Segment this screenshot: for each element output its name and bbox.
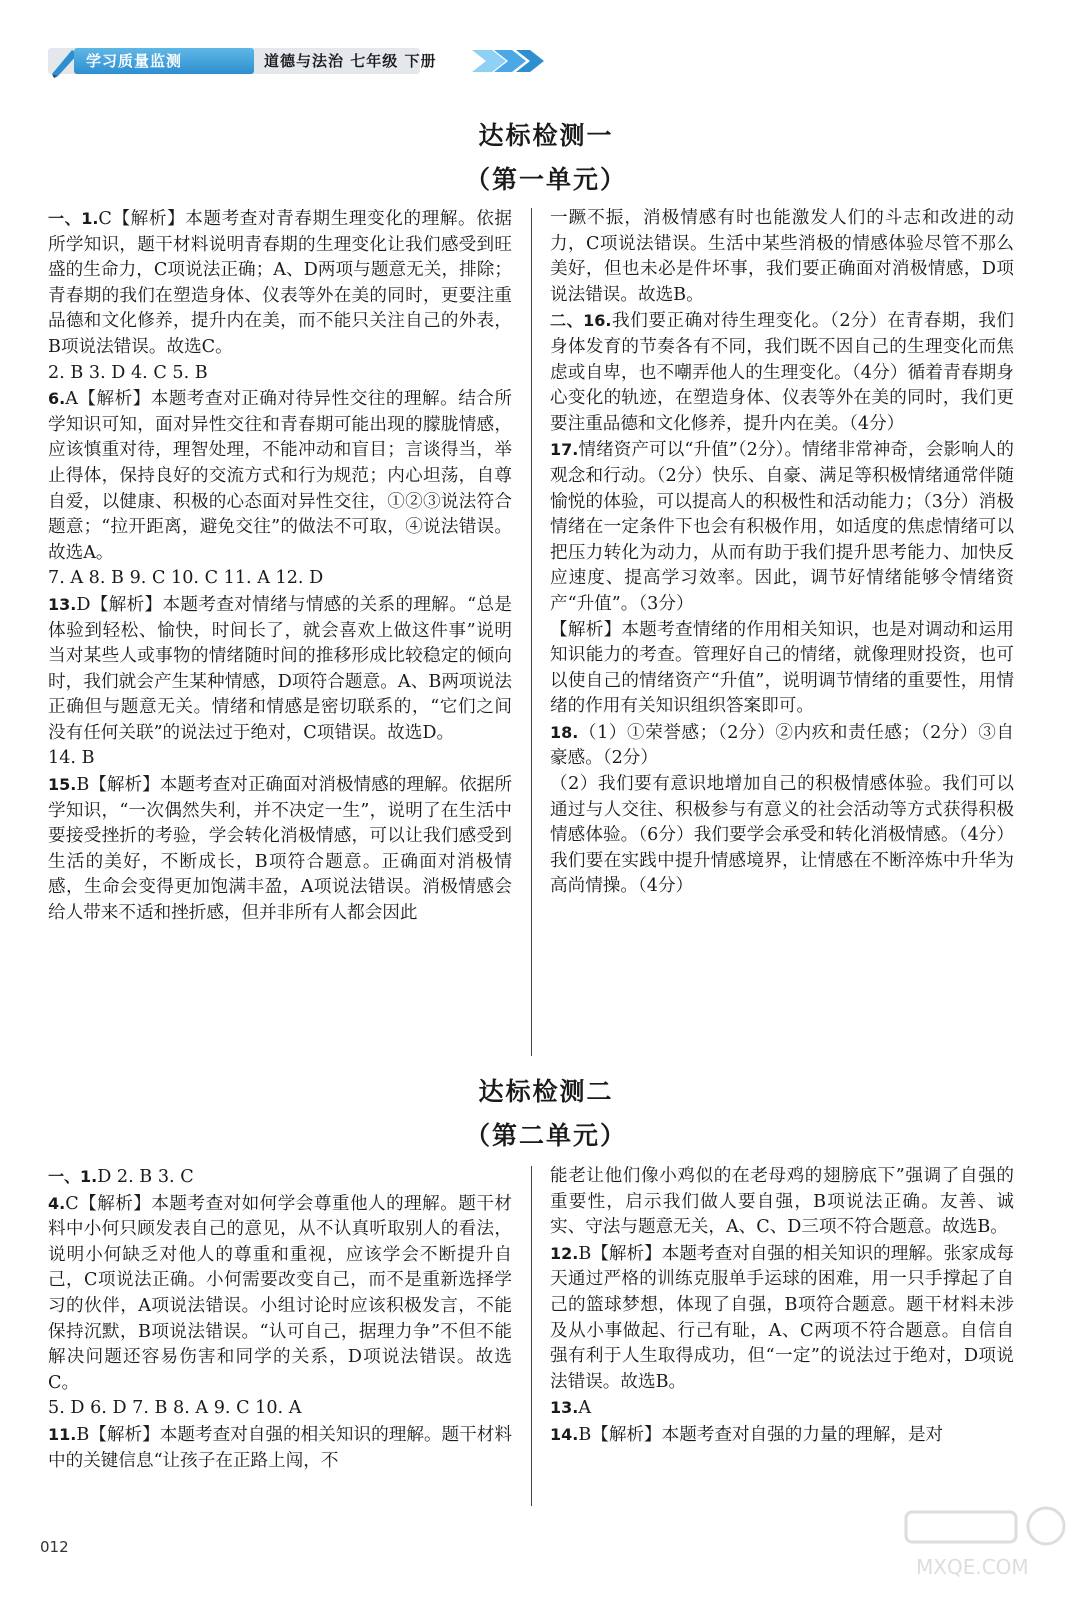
column-divider [531, 208, 532, 1056]
answer-item [48, 386, 512, 566]
section2-title: 达标检测二 [478, 1077, 614, 1106]
answer-item [48, 1396, 512, 1422]
section1-title: 达标检测一 [478, 121, 614, 150]
answer-item [48, 1422, 512, 1474]
answer-text: B【解析】本题考查对正确面对消极情感的理解。依据所学知识，“一次偶然失利，并不决定一生”，说明了在生活中要接受挫折的考验，学会转化消极情感，可以让我们感受到生活的美好，不断成长，B项符合题意。正确面对消极情感，生命会变得更加饱满丰盈，A项说法错误。消极情感会给人带来不适和挫折感，但并非所有人都会因此 [48, 775, 512, 924]
answer-item [550, 720, 1014, 772]
question-number: 13. [48, 594, 77, 614]
answer-text: C【解析】本题考查对如何学会尊重他人的理解。题干材料中小何只顾发表自己的意见，从不认真听取别人的看法，说明小何缺乏对他人的尊重和重视，应该学会不断提升自己，C项说法正确。小何需要改变自己，而不是重新选择学习的伙伴，A项说法错误。小组讨论时应该积极发言，不能保持沉默，B项说法错误。“认可自己，据理力争”不但不能解决问题还容易伤害和同学的关系，D项说法错误。故选C。 [48, 1193, 512, 1393]
answer-text: C【解析】本题考查对青春期生理变化的理解。依据所学知识，题干材料说明青春期的生理变化让我们感受到旺盛的生命力，C项说法正确；A、D两项与题意无关，排除；青春期的我们在塑造身体、仪表等外在美的同时，更要注重品德和文化修养，提升内在美，而不能只关注自己的外表，B项说法错误。故选C。 [48, 209, 512, 357]
answer-text: A [578, 1398, 592, 1419]
answer-text: 情绪资产可以“升值”（2分）。情绪非常神奇，会影响人的观念和行动。（2分）快乐、自豪、满足等积极情绪通常伴随愉悦的体验，可以提高人的积极性和活动能力；（3分）消极情绪在一定条件下也会有积极作用，如适度的焦虑情绪可以把压力转化为动力，从而有助于我们提升思考能力、加快反应速度、提高学习效率。因此，调节好情绪能够令情绪资产“升值”。（3分） [550, 440, 1014, 614]
section2-right-column [550, 1164, 1014, 1449]
answer-item [550, 1164, 1014, 1241]
question-number: 11. [48, 1424, 77, 1444]
section1-unit: （第一单元） [464, 165, 627, 194]
header-subject: 道德与法治 七年级 下册 [264, 52, 437, 70]
answer-text: B【解析】本题考查对自强的相关知识的理解。题干材料中的关键信息“让孩子在正路上闯，不 [48, 1424, 512, 1471]
watermark-logo [896, 1504, 1066, 1584]
answer-text: 能老让他们像小鸡似的在老母鸡的翅膀底下”强调了自强的重要性，启示我们做人要自强，B项说法正确。友善、诚实、守法与题意无关，A、C、D三项不符合题意。故选B。 [550, 1166, 1014, 1238]
question-number: 15. [48, 775, 77, 795]
answer-item [550, 1422, 1014, 1449]
answer-text: 2. B 3. D 4. C 5. B [48, 362, 208, 383]
answer-text: A【解析】本题考查对正确对待异性交往的理解。结合所学知识可知，面对异性交往和青春期可能出现的朦胧情感，应该慎重对待，理智处理，不能冲动和盲目；言谈得当，举止得体，保持良好的交流方式和行为规范；内心坦荡，自尊自爱，以健康、积极的心态面对异性交往，①②③说法符合题意；“拉开距离，避免交往”的做法不可取，④说法错误。故选A。 [48, 389, 512, 563]
page-header [48, 44, 508, 78]
answer-text: B【解析】本题考查对自强的力量的理解，是对 [578, 1424, 944, 1445]
answer-item [48, 206, 512, 361]
answer-text: 5. D 6. D 7. B 8. A 9. C 10. A [48, 1398, 302, 1419]
answer-item [48, 772, 512, 927]
question-number: 6. [48, 389, 66, 409]
section2-unit: （第二单元） [464, 1121, 627, 1150]
answer-item [48, 566, 512, 592]
answer-text: B【解析】本题考查对自强的相关知识的理解。张家成每天通过严格的训练克服单手运球的困难，用一只手撑起了自己的篮球梦想，体现了自强，B项符合题意。题干材料未涉及从小事做起、行己有耻，A、C两项不符合题意。自信自强有利于人生取得成功，但“一定”的说法过于绝对，D项说法错误。故选B。 [550, 1243, 1014, 1392]
arrows-icon [472, 44, 552, 78]
question-number: 一、1. [48, 1167, 98, 1186]
question-number: 12. [550, 1243, 579, 1263]
answer-text: （1）①荣誉感；（2分）②内疚和责任感；（2分）③自豪感。（2分） [550, 722, 1014, 769]
section1-right-column [550, 206, 1014, 900]
column-divider [531, 1166, 532, 1506]
section1-left-column [48, 206, 512, 927]
answer-item [550, 437, 1014, 617]
header-tag: 学习质量监测 [74, 48, 254, 74]
answer-item [550, 618, 1014, 720]
question-number: 14. [550, 1424, 579, 1444]
answer-item [550, 206, 1014, 308]
svg-text:MXQE.COM: MXQE.COM [916, 1555, 1029, 1579]
question-number: 13. [550, 1398, 579, 1418]
answer-text: D 2. B 3. C [97, 1167, 194, 1187]
answer-item [48, 746, 512, 772]
question-number: 18. [550, 722, 579, 742]
answer-item [550, 308, 1014, 437]
page-number: 012 [40, 1538, 69, 1556]
answer-item [48, 592, 512, 747]
answer-text: （2）我们要有意识地增加自己的积极情感体验。我们可以通过与人交往、积极参与有意义的社会活动等方式获得积极情感体验。（6分）我们要学会承受和转化消极情感。（4分）我们要在实践中提升情感境界，让情感在不断淬炼中升华为高尚情操。（4分） [550, 774, 1014, 897]
answer-text: 【解析】本题考查情绪的作用相关知识，也是对调动和运用知识能力的考查。管理好自己的情绪，就像理财投资，也可以使自己的情绪资产“升值”，说明调节情绪的重要性，用情绪的作用有关知识组织答案即可。 [550, 619, 1014, 717]
question-number: 一、1. [48, 209, 99, 228]
question-number: 17. [550, 440, 579, 460]
answer-text: 我们要正确对待生理变化。（2分）在青春期，我们身体发育的节奏各有不同，我们既不因自己的生理变化而焦虑或自卑，也不嘲弄他人的生理变化。（4分）循着青春期身心变化的轨迹，在塑造身体、仪表等外在美的同时，我们更要注重品德和文化修养，提升内在美。（4分） [550, 311, 1014, 434]
answer-item [48, 1164, 512, 1191]
answer-text: D【解析】本题考查对情绪与情感的关系的理解。“总是体验到轻松、愉快，时间长了，就会喜欢上做这件事”说明当对某些人或事物的情绪随时间的推移形成比较稳定的倾向时，我们就会产生某种情感，D项符合题意。A、B两项说法正确但与题意无关。情绪和情感是密切联系的，“它们之间没有任何关联”的说法过于绝对，C项错误。故选D。 [48, 594, 512, 743]
answer-text: 7. A 8. B 9. C 10. C 11. A 12. D [48, 568, 324, 589]
answer-item [550, 772, 1014, 900]
answer-item [48, 361, 512, 387]
answer-text: 14. B [48, 748, 95, 769]
answer-item [48, 1191, 512, 1397]
answer-item [550, 1395, 1014, 1422]
question-number: 4. [48, 1193, 66, 1213]
section2-left-column [48, 1164, 512, 1474]
answer-item [550, 1241, 1014, 1396]
answer-text: 一蹶不振，消极情感有时也能激发人们的斗志和改进的动力，C项说法错误。生活中某些消极的情感体验尽管不那么美好，但也未必是件坏事，我们要正确面对消极情感，D项说法错误。故选B。 [550, 208, 1014, 305]
question-number: 二、16. [550, 311, 612, 331]
